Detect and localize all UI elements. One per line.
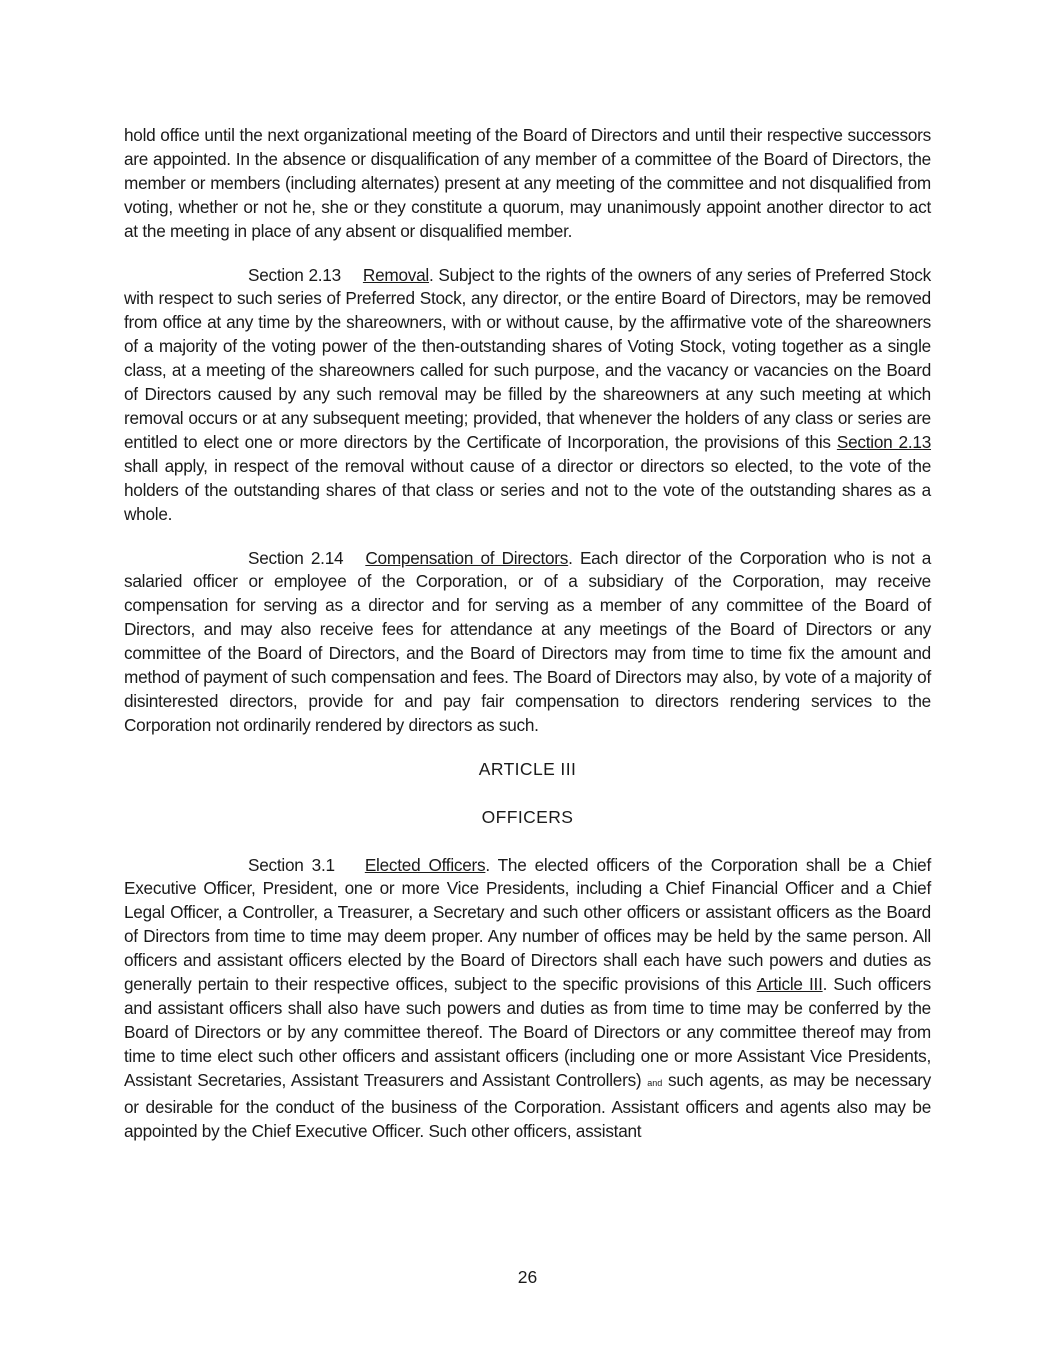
section-3-1-cross-reference: Article III (756, 974, 823, 995)
section-2-13-title: Removal (362, 264, 429, 285)
article-heading: ARTICLE III (478, 758, 577, 779)
section-2-13-number: Section 2.13 (248, 264, 341, 285)
section-2-13-text: . Subject to the rights of the owners of any series of Preferred Stock with respect to such series of Preferred Stock, any director, or the entire Board of Directors, may be removed from office at any time by the shareowners, with or without cause, by the affirmative vote of the shareowners of a majority of the voting power of the then-outstanding shares of Voting Stock, voting together as a single class, at a meeting of the shareowners called for such purpose, and the vacancy or vacancies on the Board of Directors caused by any such removal may be filled by the shareowners at any such meeting at which removal occurs or at any subsequent meeting; provided, that whenever the holders of any class or series are entitled to elect one or more directors by the Certificate of Incorporation, the provisions of this (124, 264, 931, 452)
section-2-14-title: Compensation of Directors (365, 547, 569, 568)
article-title: OFFICERS (481, 806, 574, 827)
section-2-14-paragraph (124, 547, 931, 738)
section-2-13-cross-reference: Section 2.13 (836, 431, 932, 452)
section-3-1-text-middle: . Such officers and assistant officers shall also have such powers and duties as from time to time may be conferred by the Board of Directors or by any committee thereof. The Board of Directors or any committee thereof may from time to time elect such other officers and assistant officers (including one or more Assistant Vice Presidents, Assistant Secretaries, Assistant Treasurers and Assistant Controllers) (124, 974, 931, 1090)
section-2-14-text: . Each director of the Corporation who is not a salaried officer or employee of the Corporation, or of a subsidiary of the Corporation, may receive compensation for serving as a director and for serving as a member of any committee of the Board of Directors, and may also receive fees for attendance at any meetings of the Board of Directors or any committee of the Board of Directors, and the Board of Directors may from time to time fix the amount and method of payment of such compensation and fees. The Board of Directors may also, by vote of a majority of disinterested directors, provide for and pay fair compensation to directors rendering services to the Corporation not ordinarily rendered by directors as such. (124, 547, 932, 735)
section-2-13-text-continued: shall apply, in respect of the removal without cause of a director or directors so elected, to the vote of the holders of the outstanding shares of that class or series and not to the vote of the outstanding shares as a whole. (124, 455, 931, 524)
section-3-1-paragraph (124, 854, 931, 1144)
section-2-13-paragraph (124, 264, 931, 527)
document-page (124, 124, 931, 1163)
page-number: 26 (517, 1267, 538, 1287)
section-3-1-number: Section 3.1 (248, 854, 335, 875)
section-2-14-number: Section 2.14 (248, 547, 344, 568)
section-3-1-text-end: such agents, as may be necessary or desirable for the conduct of the business of the Corporation. Assistant officers and agents also may be appointed by the Chief Executive Officer. Such other officers, assistant (124, 1069, 931, 1141)
section-3-1-small-and: and (647, 1077, 663, 1088)
section-3-1-text: . The elected officers of the Corporation shall be a Chief Executive Officer, President, one or more Vice Presidents, including a Chief Financial Officer and a Chief Legal Officer, a Controller, a Treasurer, a Secretary and such other officers or assistant officers as the Board of Directors from time to time may deem proper. Any number of offices may be held by the same person. All officers and assistant officers elected by the Board of Directors shall each have such powers and duties as generally pertain to their respective offices, subject to the specific provisions of this (124, 854, 931, 995)
opening-paragraph: hold office until the next organizational meeting of the Board of Directors and until their respective successors are appointed. In the absence or disqualification of any member of a committee of the Board of Directors, the member or members (including alternates) present at any meeting of the committee and not disqualified from voting, whether or not he, she or they constitute a quorum, may unanimously appoint another director to act at the meeting in place of any absent or disqualified member. (124, 125, 931, 241)
section-3-1-title: Elected Officers (364, 854, 486, 875)
